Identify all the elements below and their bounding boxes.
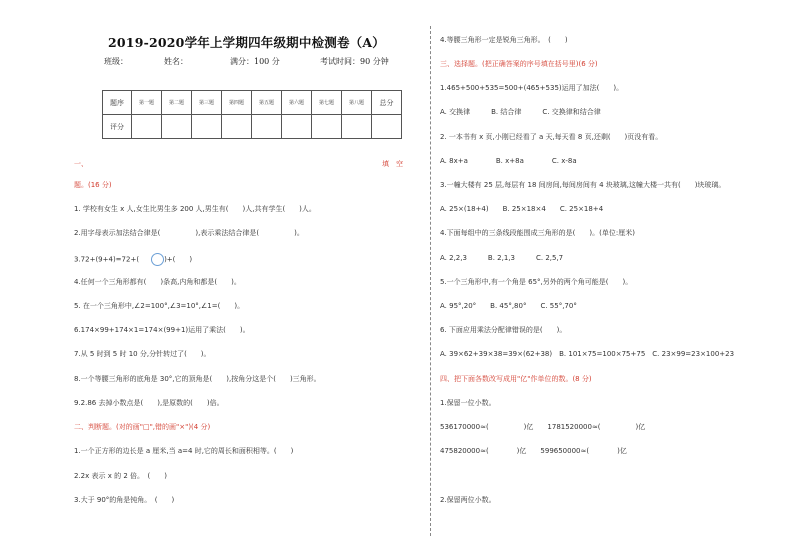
section-4-heading: 四、把下面各数改写成用"亿"作单位的数。(8 分) <box>440 375 592 383</box>
score-cell <box>222 115 252 139</box>
section-3-heading: 三、选择题。(把正确答案的序号填在括号里)(6 分) <box>440 60 598 68</box>
choice-2-options: A. 8x+a B. x+8a C. x-8a <box>440 157 577 165</box>
choice-6: 6. 下面应用乘法分配律错误的是( )。 <box>440 326 567 334</box>
question-4: 4.任何一个三角形都有( )条高,内角和都是( )。 <box>74 278 241 286</box>
table-cell: 第四题 <box>222 91 252 115</box>
name-label: 姓名： <box>164 57 188 66</box>
choice-5: 5.一个三角形中,有一个角是 65°,另外的两个角可能是( )。 <box>440 278 633 286</box>
choice-3-options: A. 25×(18+4) B. 25×18×4 C. 25×18+4 <box>440 205 604 213</box>
score-cell <box>162 115 192 139</box>
choice-3: 3.一幢大楼有 25 层,每层有 18 间房间,每间房间有 4 块玻璃,这幢大楼一共有( )块玻璃。 <box>440 181 726 189</box>
score-cell <box>342 115 372 139</box>
judge-3: 3.大于 90°的角是钝角。 ( ) <box>74 496 175 504</box>
choice-6-options: A. 39×62+39×38=39×(62+38) B. 101×75=100×75+75 C. 23×99=23×100+23 <box>440 350 735 358</box>
right-column <box>440 0 780 549</box>
table-cell: 第六题 <box>282 91 312 115</box>
rewrite-1-row-b: 475820000≈( )亿 599650000≈( )亿 <box>440 447 627 455</box>
judge-4: 4.等腰三角形一定是锐角三角形。 ( ) <box>440 36 568 44</box>
score-cell <box>282 115 312 139</box>
table-cell: 第三题 <box>192 91 222 115</box>
exam-title: 2019-2020学年上学期四年级期中检测卷（A） <box>108 35 385 50</box>
choice-4: 4.下面每组中的三条线段能围成三角形的是( )。(单位:厘米) <box>440 229 635 237</box>
table-cell: 第一题 <box>132 91 162 115</box>
choice-1: 1.465+500+535=500+(465+535)运用了加法( )。 <box>440 84 624 92</box>
question-9: 9.2.86 去掉小数点是( ),是原数的( )倍。 <box>74 399 224 407</box>
class-label: 班级： <box>104 57 128 66</box>
table-cell: 第七题 <box>312 91 342 115</box>
question-3 <box>74 253 192 266</box>
judge-1: 1.一个正方形的边长是 a 厘米,当 a=4 时,它的周长和面积相等。( ) <box>74 447 294 455</box>
table-cell: 第二题 <box>162 91 192 115</box>
table-cell: 第五题 <box>252 91 282 115</box>
circle-mark-icon <box>151 253 164 266</box>
score-cell <box>312 115 342 139</box>
choice-2: 2. 一本书有 x 页,小刚已经看了 a 天,每天看 8 页,还剩( )页没有看。 <box>440 133 663 141</box>
question-6: 6.174×99+174×1=174×(99+1)运用了乘法( )。 <box>74 326 250 334</box>
column-divider <box>430 26 431 536</box>
question-8: 8.一个等腰三角形的底角是 30°,它的顶角是( ),按角分这是个( )三角形。 <box>74 375 321 383</box>
table-cell: 评分 <box>103 115 132 139</box>
rewrite-2: 2.保留两位小数。 <box>440 496 496 504</box>
question-3-text-a: 3.72+(9+4)=72+( <box>74 255 154 264</box>
score-table <box>102 90 402 139</box>
judge-2: 2.2x 表示 x 的 2 倍。 ( ) <box>74 472 167 480</box>
question-3-text-b: )+( ) <box>164 255 193 264</box>
section-2-heading: 二、判断题。(对的画"□",错的画"×")(4 分) <box>74 423 211 431</box>
rewrite-1-row-a: 536170000≈( )亿 1781520000≈( )亿 <box>440 423 646 431</box>
full-score-label: 满分：100 分 <box>230 57 280 66</box>
question-1: 1. 学校有女生 x 人,女生比男生多 200 人,男生有( )人,共有学生( )人。 <box>74 205 316 213</box>
question-5: 5. 在一个三角形中,∠2=100°,∠3=10°,∠1=( )。 <box>74 302 245 310</box>
choice-4-options: A. 2,2,3 B. 2,1,3 C. 2,5,7 <box>440 254 564 262</box>
table-cell: 总分 <box>372 91 402 115</box>
section-1-heading: 填 空 <box>382 160 403 168</box>
score-table-header-row <box>103 91 402 115</box>
section-1-number: 一、 <box>74 160 88 168</box>
choice-5-options: A. 95°,20° B. 45°,80° C. 55°,70° <box>440 302 577 310</box>
section-1-points: 题。(16 分) <box>74 181 112 189</box>
score-cell <box>132 115 162 139</box>
table-cell: 题序 <box>103 91 132 115</box>
exam-time-label: 考试时间：90 分钟 <box>320 57 389 66</box>
table-cell: 第八题 <box>342 91 372 115</box>
score-cell <box>372 115 402 139</box>
question-7: 7.从 5 时到 5 时 10 分,分针转过了( )。 <box>74 350 211 358</box>
question-2: 2.用字母表示加法结合律是( ),表示乘法结合律是( )。 <box>74 229 304 237</box>
score-cell <box>192 115 222 139</box>
score-cell <box>252 115 282 139</box>
choice-1-options: A. 交换律 B. 结合律 C. 交换律和结合律 <box>440 108 601 116</box>
score-table-score-row <box>103 115 402 139</box>
left-column <box>74 0 418 549</box>
rewrite-1: 1.保留一位小数。 <box>440 399 496 407</box>
